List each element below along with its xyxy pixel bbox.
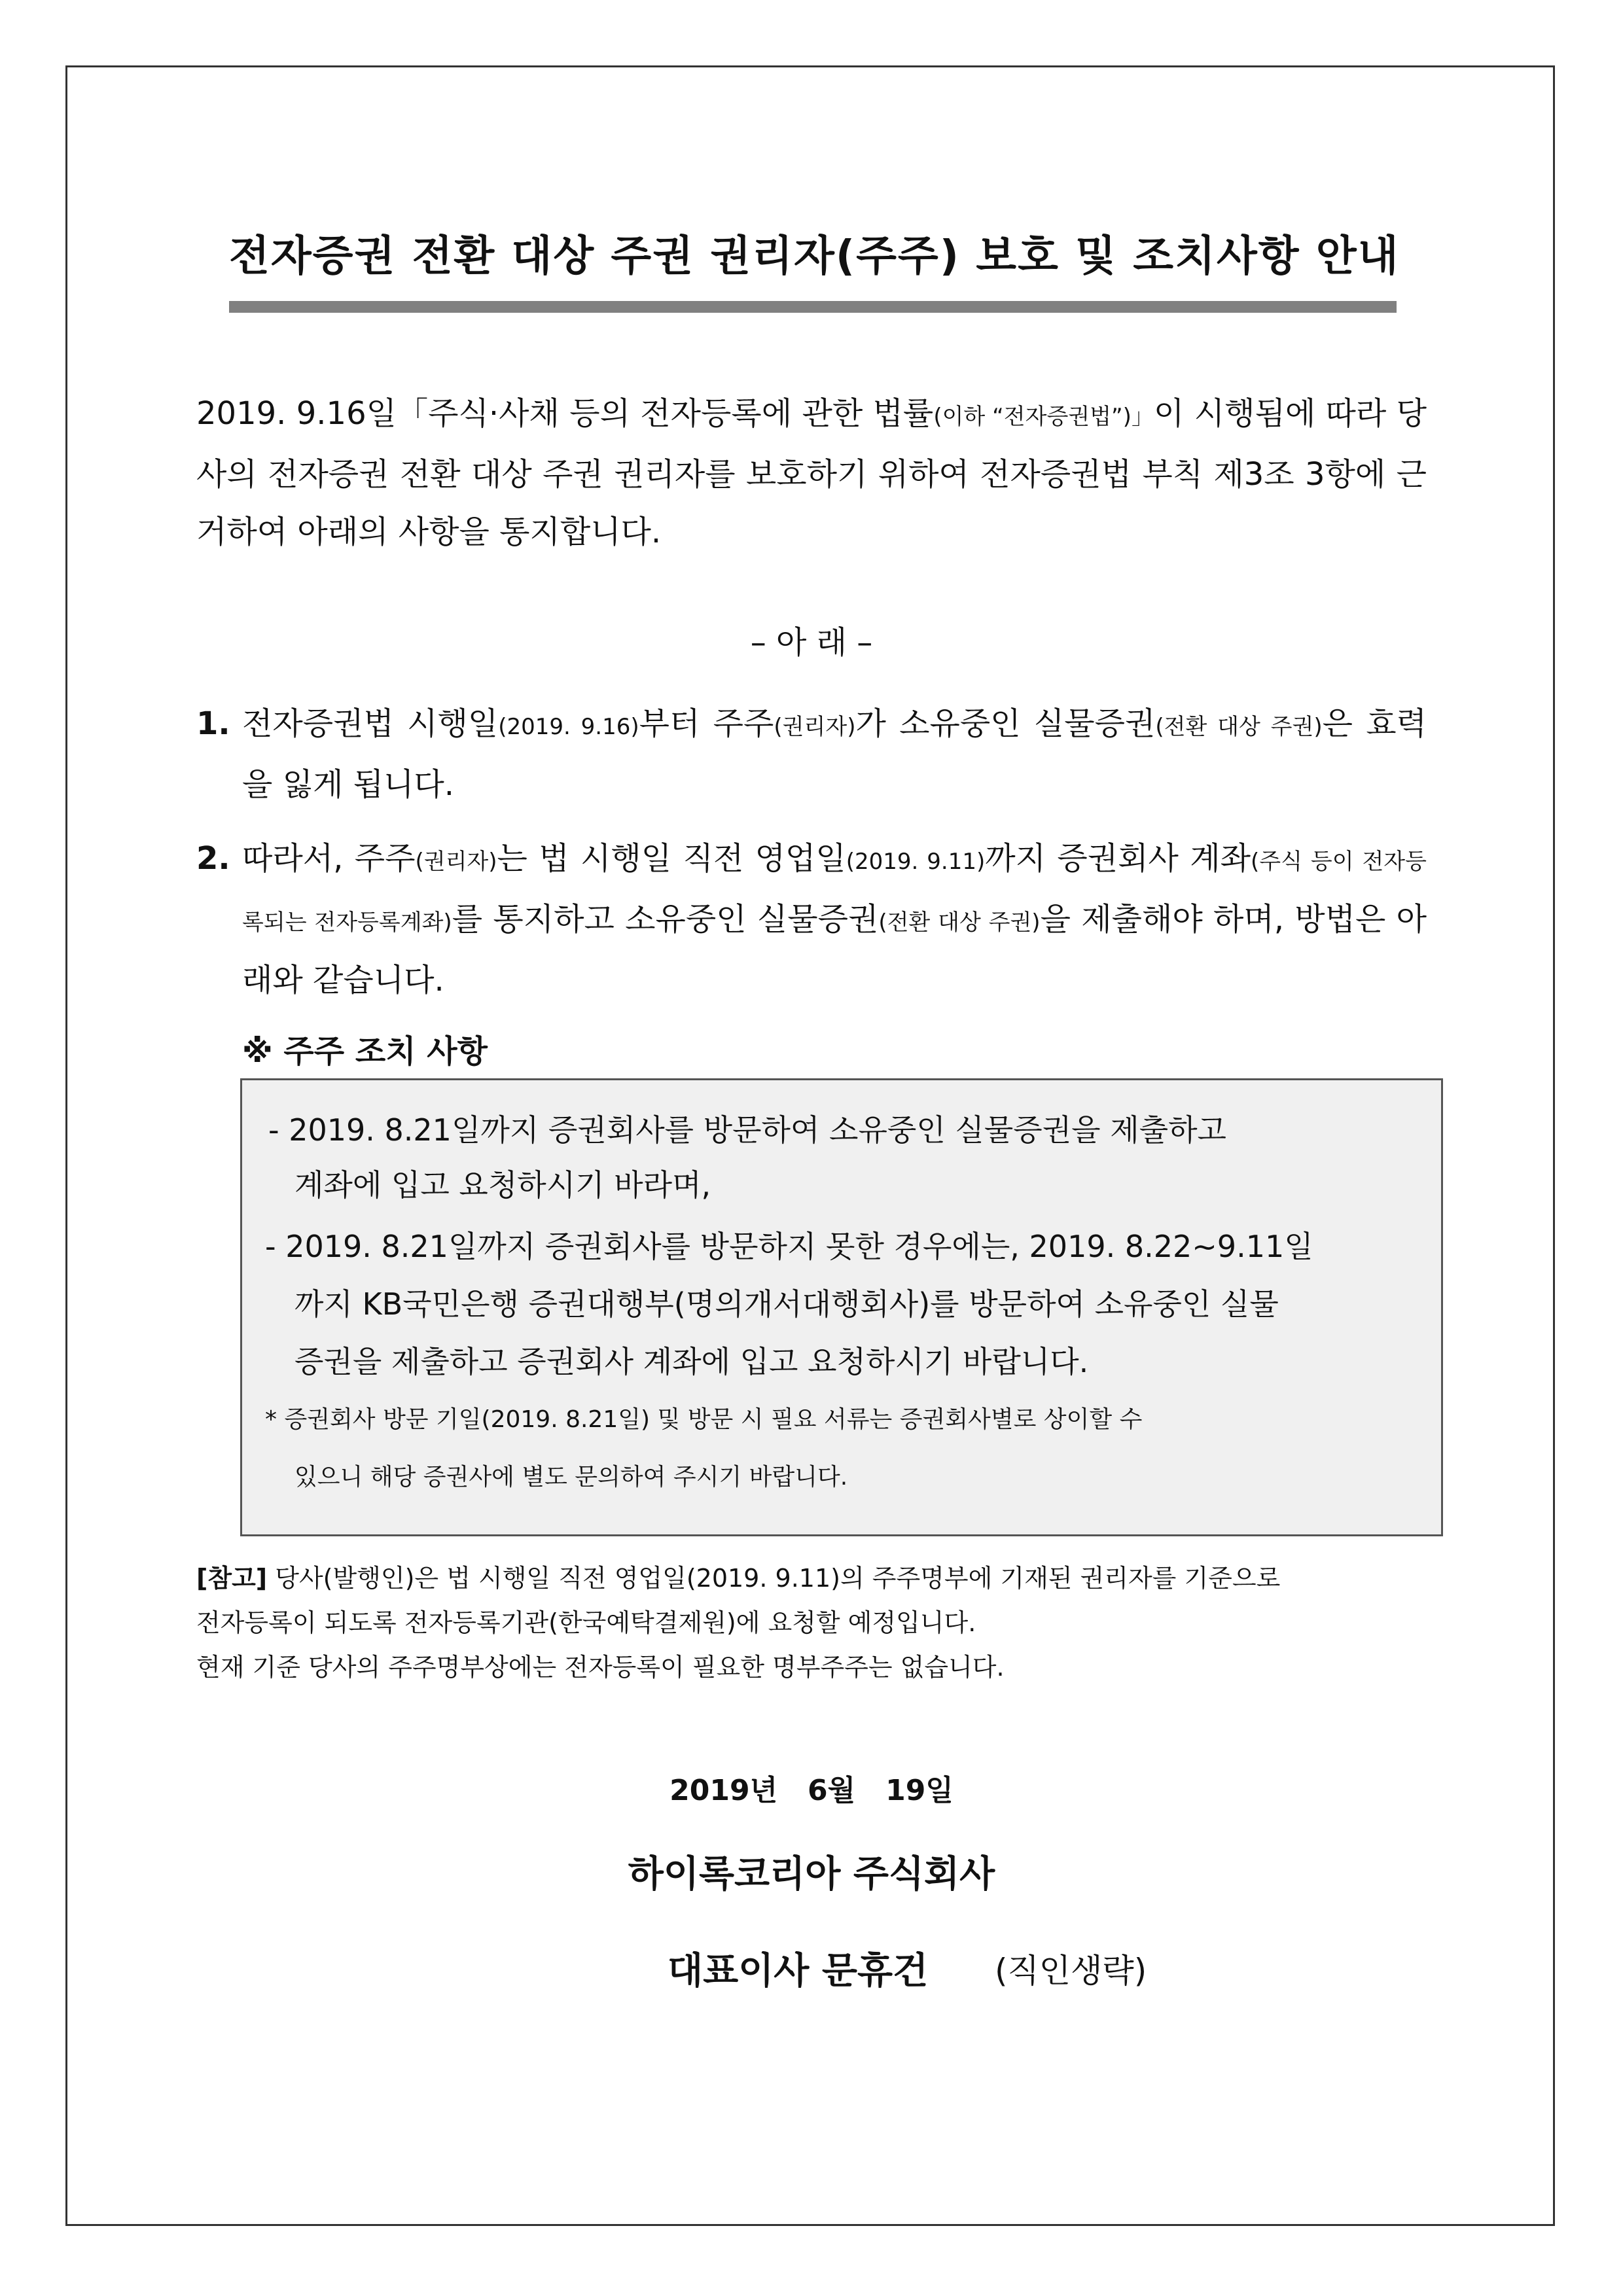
item1-text-a: 전자증권법 시행일 <box>242 705 499 742</box>
actions-heading: ※ 주주 조치 사항 <box>242 1033 488 1070</box>
below-heading: – 아 래 – <box>750 624 873 661</box>
item2-small-d: (전환 대상 주권) <box>878 910 1041 936</box>
action-line-5: 증권을 제출하고 증권회사 계좌에 입고 요청하시기 바랍니다. <box>294 1344 1089 1379</box>
intro-text-1: 2019. 9.16일「주식·사채 등의 전자등록에 관한 법률 <box>196 395 934 432</box>
item2-small-c: (주식 등이 전자등록되는 전자등록계좌) <box>242 849 1427 936</box>
reference-line-2: 전자등록이 되도록 전자등록기관(한국예탁결제원)에 요청할 예정입니다. <box>196 1608 976 1637</box>
reference-line-1 <box>196 1556 1427 1600</box>
reference-line-3: 현재 기준 당사의 주주명부상에는 전자등록이 필요한 명부주주는 없습니다. <box>196 1653 1005 1682</box>
list-item-text <box>242 830 1427 1009</box>
list-item-number: 2. <box>196 840 230 877</box>
action-line-2: 계좌에 입고 요청하시기 바라며, <box>294 1167 711 1203</box>
item2-text-b: 는 법 시행일 직전 영업일 <box>497 840 846 877</box>
intro-text-2: 이 시행됨에 따라 당사의 전자증권 전환 대상 주권 권리자를 보호하기 위하여 전자증권법 부칙 제3조 3항에 근거하여 아래의 사항을 통지합니다. <box>196 395 1427 550</box>
page-title: 전자증권 전환 대상 주권 권리자(주주) 보호 및 조치사항 안내 <box>229 232 1400 281</box>
reference-label: [참고] <box>196 1564 268 1593</box>
list-item-number: 1. <box>196 705 230 742</box>
item1-text-b: 부터 주주 <box>639 705 774 742</box>
item1-text-c: 가 소유중인 실물증권 <box>855 705 1156 742</box>
intro-text-small: (이하 “전자증권법”)」 <box>933 404 1154 430</box>
intro-paragraph <box>196 385 1427 561</box>
item1-text-d: 은 효력을 잃게 됩니다. <box>242 705 1427 803</box>
company-name: 하이록코리아 주식회사 <box>628 1853 995 1896</box>
document-date: 2019년 6월 19일 <box>669 1774 954 1807</box>
item2-small-b: (2019. 9.11) <box>846 849 986 875</box>
seal-omitted-note: (직인생략) <box>995 1952 1147 1990</box>
item1-small-a: (2019. 9.16) <box>498 714 639 740</box>
reference-text-1: 당사(발행인)은 법 시행일 직전 영업일(2019. 9.11)의 주주명부에 기재된 권리자를 기준으로 <box>267 1564 1281 1593</box>
action-note-2: 있으니 해당 증권사에 별도 문의하여 주시기 바랍니다. <box>294 1464 848 1491</box>
item2-text-d: 를 통지하고 소유중인 실물증권 <box>452 901 879 938</box>
list-item-text <box>242 695 1427 813</box>
list-item-2 <box>196 830 1427 1006</box>
item2-text-e: 을 제출해야 하며, 방법은 아래와 같습니다. <box>242 901 1427 998</box>
item1-small-c: (전환 대상 주권) <box>1155 714 1323 740</box>
action-note-1: * 증권회사 방문 기일(2019. 8.21일) 및 방문 시 필요 서류는 증권회사별로 상이할 수 <box>265 1406 1143 1433</box>
action-line-4: 까지 KB국민은행 증권대행부(명의개서대행회사)를 방문하여 소유중인 실물 <box>294 1286 1279 1322</box>
actions-box <box>240 1078 1443 1536</box>
action-line-1: - 2019. 8.21일까지 증권회사를 방문하여 소유중인 실물증권을 제출하고 <box>268 1112 1226 1148</box>
list-item-1 <box>196 695 1427 813</box>
item1-small-b: (권리자) <box>774 714 856 740</box>
reference-note <box>196 1556 1427 1689</box>
item2-small-a: (권리자) <box>415 849 497 875</box>
item2-text-a: 따라서, 주주 <box>242 840 416 877</box>
item2-text-c: 까지 증권회사 계좌 <box>985 840 1251 877</box>
title-underline <box>229 301 1397 313</box>
representative-name: 대표이사 문휴건 <box>668 1950 929 1992</box>
action-line-3: - 2019. 8.21일까지 증권회사를 방문하지 못한 경우에는, 2019. 8.22~9.11일 <box>265 1229 1313 1264</box>
